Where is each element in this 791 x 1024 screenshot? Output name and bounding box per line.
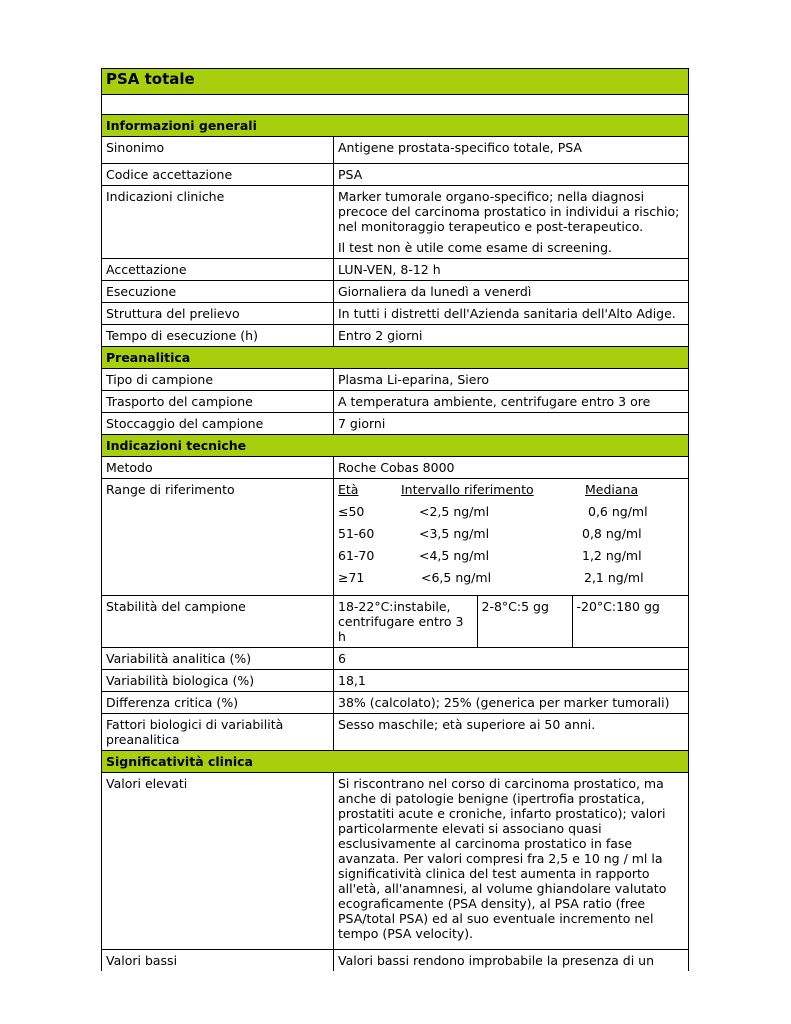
table-row: [102, 137, 689, 164]
clinical-indications-text: Marker tumorale organo-specifico; nella diagnosi precoce del carcinoma prostatico in individui a rischio; nel monitoraggio terapeutico e post-terapeutico.: [338, 189, 680, 234]
screening-note: Il test non è utile come esame di screening.: [338, 240, 612, 255]
row-value: 18,1: [334, 670, 689, 692]
row-value: PSA: [334, 164, 689, 186]
row-label: Metodo: [102, 457, 334, 479]
range-median: 0,8 ng/ml: [582, 526, 642, 541]
row-value: 7 giorni: [334, 413, 689, 435]
range-interval: <2,5 ng/ml: [419, 504, 490, 519]
row-value: 6: [334, 648, 689, 670]
table-row: [102, 457, 689, 479]
row-label: Tempo di esecuzione (h): [102, 325, 334, 347]
row-value: Si riscontrano nel corso di carcinoma prostatico, ma anche di patologie benigne (ipertrofia prostatica, prostatiti acute e croniche, infarto prostatico); valori particolarmente elevati si associano quasi esclusivamente al carcinoma prostatico in fase avanzata. Per valori compresi fra 2,5 e 10 ng / ml la significatività clinica del test aumenta in rapporto all'età, all'anamnesi, al volume ghiandolare valutato ecograficamente (PSA density), al PSA ratio (free PSA/total PSA) ed al suo eventuale incremento nel tempo (PSA velocity).: [334, 773, 689, 950]
row-label: Esecuzione: [102, 281, 334, 303]
table-row: [102, 303, 689, 325]
row-value: Sesso maschile; età superiore ai 50 anni.: [334, 714, 689, 751]
table-row: [102, 950, 689, 972]
psa-info-sheet: [101, 68, 689, 971]
row-label: Accettazione: [102, 259, 334, 281]
row-label: Fattori biologici di variabilità preanalitica: [102, 714, 334, 751]
range-interval: <3,5 ng/ml: [419, 526, 490, 541]
section-header-clinical: Significatività clinica: [102, 751, 689, 773]
row-label: Codice accettazione: [102, 164, 334, 186]
section-header-general: Informazioni generali: [102, 115, 689, 137]
table-row: [102, 479, 689, 596]
range-header-interval: Intervallo riferimento: [401, 482, 534, 497]
stability-frozen: -20°C:180 gg: [572, 596, 688, 647]
range-age: 51-60: [338, 526, 375, 541]
stability-subtable: [334, 596, 688, 647]
psa-info-table: [101, 68, 689, 971]
row-value: In tutti i distretti dell'Azienda sanitaria dell'Alto Adige.: [334, 303, 689, 325]
table-row: [102, 773, 689, 950]
row-label: Struttura del prelievo: [102, 303, 334, 325]
row-label: Tipo di campione: [102, 369, 334, 391]
section-header-preanalytic: Preanalitica: [102, 347, 689, 369]
row-value: 38% (calcolato); 25% (generica per marker tumorali): [334, 692, 689, 714]
spacer-row: [102, 95, 689, 115]
table-row: [102, 413, 689, 435]
range-median: 2,1 ng/ml: [584, 570, 644, 585]
range-median: 1,2 ng/ml: [582, 548, 642, 563]
row-value: Plasma Li-eparina, Siero: [334, 369, 689, 391]
stability-room-temp: 18-22°C:instabile, centrifugare entro 3 h: [338, 599, 464, 644]
row-value: Entro 2 giorni: [334, 325, 689, 347]
table-row: [102, 164, 689, 186]
table-row: [102, 369, 689, 391]
range-header-age: Età: [338, 482, 359, 497]
table-row: [102, 648, 689, 670]
row-label: Valori bassi: [102, 950, 334, 972]
title-row: [102, 69, 689, 95]
range-header-median: Mediana: [585, 482, 639, 497]
row-value: Valori bassi rendono improbabile la presenza di un: [334, 950, 689, 972]
table-row: [102, 670, 689, 692]
table-row: [102, 186, 689, 259]
row-value: Giornaliera da lunedì a venerdì: [334, 281, 689, 303]
row-label: Differenza critica (%): [102, 692, 334, 714]
row-label: Indicazioni cliniche: [102, 186, 334, 259]
table-row: [102, 391, 689, 413]
row-label: Trasporto del campione: [102, 391, 334, 413]
table-row: [102, 281, 689, 303]
row-value: A temperatura ambiente, centrifugare entro 3 ore: [334, 391, 689, 413]
row-value: LUN-VEN, 8-12 h: [334, 259, 689, 281]
range-interval: <4,5 ng/ml: [419, 548, 490, 563]
table-row: [102, 325, 689, 347]
table-row: [102, 692, 689, 714]
page-title: PSA totale: [102, 69, 689, 95]
row-value: Antigene prostata-specifico totale, PSA: [334, 137, 689, 164]
row-label: Valori elevati: [102, 773, 334, 950]
row-label: Stabilità del campione: [102, 596, 334, 648]
row-label: Sinonimo: [102, 137, 334, 164]
range-age: ≤50: [338, 504, 365, 519]
table-row: [102, 259, 689, 281]
row-value: [334, 186, 689, 259]
stability-cell: [334, 596, 689, 648]
row-label: Variabilità biologica (%): [102, 670, 334, 692]
table-row: [102, 714, 689, 751]
range-median: 0,6 ng/ml: [588, 504, 648, 519]
row-label: Stoccaggio del campione: [102, 413, 334, 435]
range-interval: <6,5 ng/ml: [421, 570, 492, 585]
reference-range-grid: [338, 482, 684, 592]
reference-range-cell: [334, 479, 689, 596]
range-age: 61-70: [338, 548, 375, 563]
row-label: Range di riferimento: [102, 479, 334, 596]
section-header-technical: Indicazioni tecniche: [102, 435, 689, 457]
range-age: ≥71: [338, 570, 365, 585]
row-label: Variabilità analitica (%): [102, 648, 334, 670]
table-row: [102, 596, 689, 648]
row-value: Roche Cobas 8000: [334, 457, 689, 479]
stability-fridge: 2-8°C:5 gg: [477, 596, 572, 647]
